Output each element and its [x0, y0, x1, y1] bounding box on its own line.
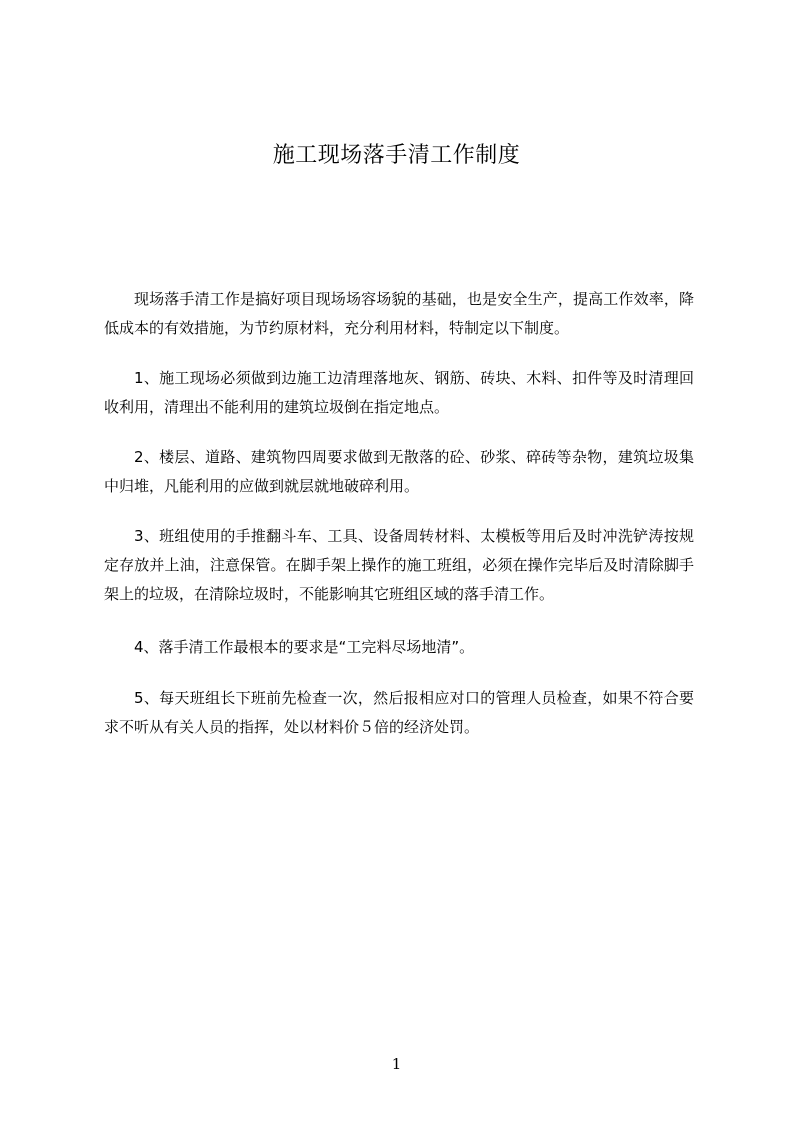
rule-item-5: 5、每天班组长下班前先检查一次，然后报相应对口的管理人员检查，如果不符合要求不听从有关人员的指挥，处以材料价５倍的经济处罚。 — [104, 689, 694, 736]
document-title: 施工现场落手清工作制度 — [272, 143, 521, 168]
rule-item-3: 3、班组使用的手推翻斗车、工具、设备周转材料、太模板等用后及时冲洗铲涛按规定存放并上油，注意保管。在脚手架上操作的施工班组，必须在操作完毕后及时清除脚手架上的垃圾，在清除垃圾时，不能影响其它班组区域的落手清工作。 — [104, 527, 694, 603]
page-number: 1 — [391, 1055, 402, 1073]
rule-item-2: 2、楼层、道路、建筑物四周要求做到无散落的砼、砂浆、碎砖等杂物，建筑垃圾集中归堆，凡能利用的应做到就层就地破碎利用。 — [104, 448, 694, 495]
rule-item-4: 4、落手清工作最根本的要求是“工完料尽场地清”。 — [134, 638, 475, 656]
rule-item-1: 1、施工现场必须做到边施工边清理落地灰、钢筋、砖块、木料、扣件等及时清理回收利用，清理出不能利用的建筑垃圾倒在指定地点。 — [104, 369, 694, 416]
intro-paragraph: 现场落手清工作是搞好项目现场场容场貌的基础，也是安全生产，提高工作效率，降低成本的有效措施，为节约原材料，充分利用材料，特制定以下制度。 — [104, 290, 694, 337]
